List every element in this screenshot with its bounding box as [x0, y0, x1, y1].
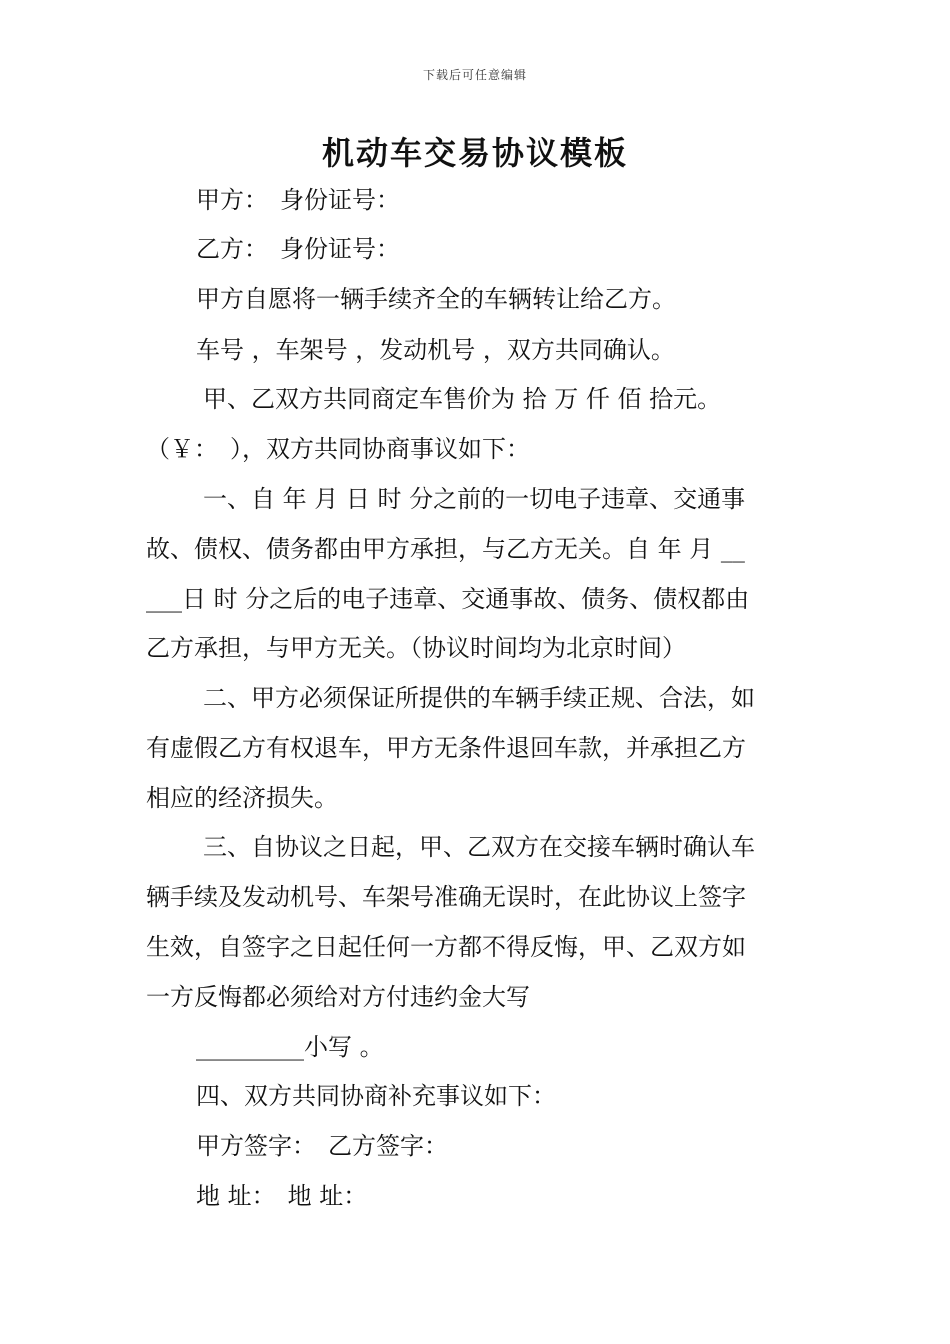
party-a-line: 甲方： 身份证号：: [196, 186, 400, 214]
clause-3-line-1: 三、自协议之日起，甲、乙双方在交接车辆时确认车: [203, 833, 755, 861]
price-amount-line: （￥： ），双方共同协商事议如下：: [146, 435, 530, 463]
penalty-amount-line: _________小写 。: [196, 1033, 384, 1061]
price-line: 甲、乙双方共同商定车售价为 拾 万 仟 佰 拾元。: [203, 385, 722, 413]
header-note: 下载后可任意编辑: [422, 68, 527, 82]
vehicle-id-line: 车号 ，车架号 ，发动机号 ，双方共同确认。: [196, 336, 675, 364]
address-line: 地 址： 地 址：: [196, 1182, 368, 1210]
signature-line: 甲方签字： 乙方签字：: [196, 1132, 448, 1160]
clause-2-line-1: 二、甲方必须保证所提供的车辆手续正规、合法，如: [203, 684, 755, 712]
clause-1-line-4: 乙方承担，与甲方无关。（协议时间均为北京时间）: [146, 634, 686, 662]
clause-1-line-1: 一、自 年 月 日 时 分之前的一切电子违章、交通事: [203, 485, 746, 513]
transfer-statement: 甲方自愿将一辆手续齐全的车辆转让给乙方。: [196, 285, 676, 313]
party-b-line: 乙方： 身份证号：: [196, 235, 400, 263]
clause-1-line-2: 故、债权、债务都由甲方承担，与乙方无关。自 年 月 __: [146, 535, 745, 563]
clause-3-line-3: 生效，自签字之日起任何一方都不得反悔，甲、乙双方如: [146, 933, 746, 961]
clause-3-line-2: 辆手续及发动机号、车架号准确无误时，在此协议上签字: [146, 883, 746, 911]
document-title: 机动车交易协议模板: [321, 134, 628, 172]
clause-3-line-4: 一方反悔都必须给对方付违约金大写: [146, 983, 530, 1011]
clause-4-line: 四、双方共同协商补充事议如下：: [196, 1082, 556, 1110]
clause-2-line-3: 相应的经济损失。: [146, 784, 338, 812]
clause-2-line-2: 有虚假乙方有权退车，甲方无条件退回车款，并承担乙方: [146, 734, 746, 762]
clause-1-line-3: ___日 时 分之后的电子违章、交通事故、债务、债权都由: [146, 585, 750, 613]
